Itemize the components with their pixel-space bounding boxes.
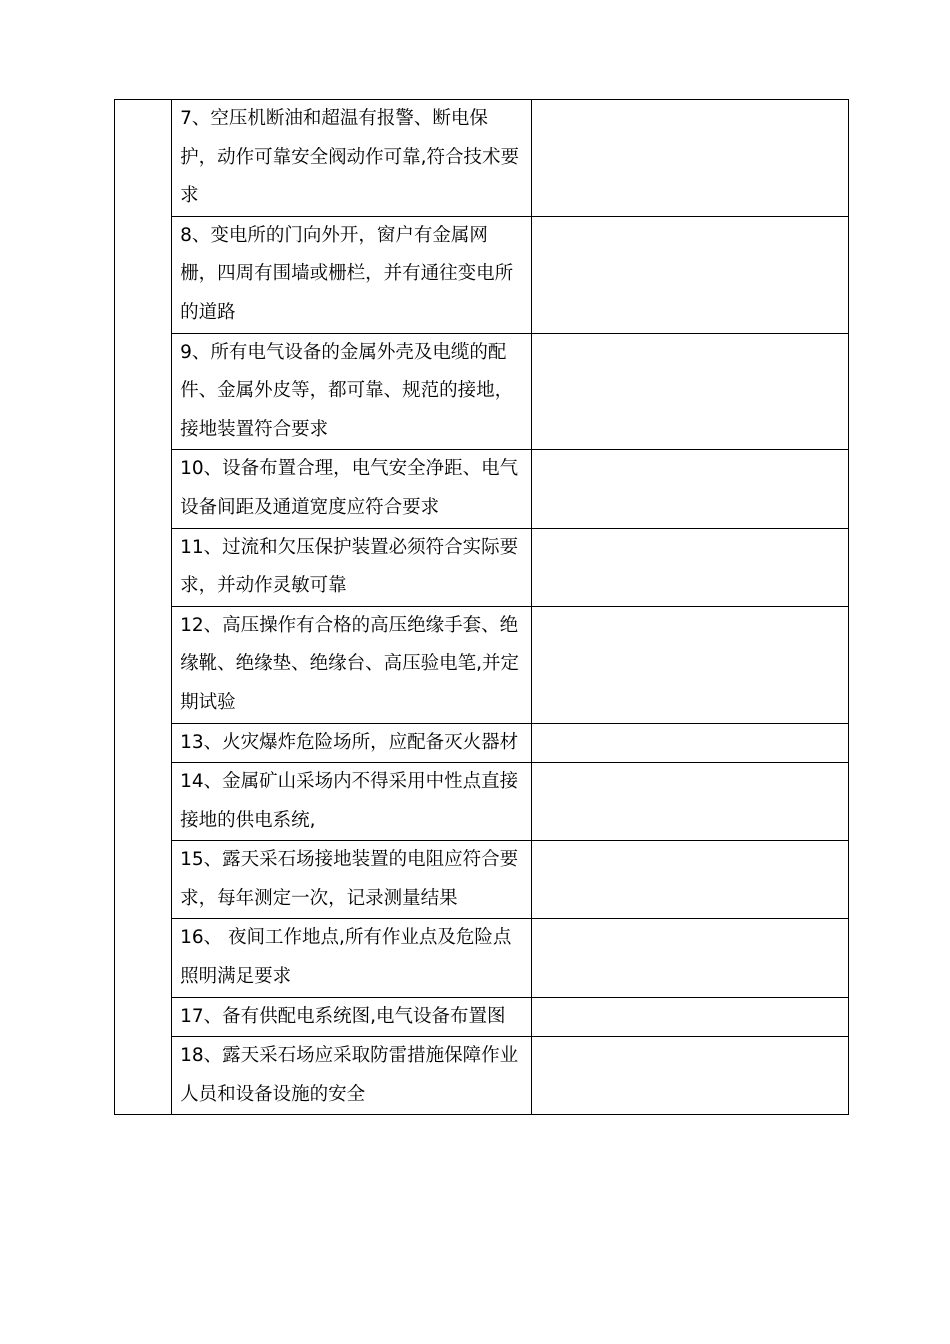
item-text: 9、所有电气设备的金属外壳及电缆的配件、金属外皮等，都可靠、规范的接地，接地装置符合要求: [180, 341, 514, 440]
result-cell: [531, 333, 848, 450]
table-row: [115, 1037, 849, 1115]
item-text: 18、露天采石场应采取防雷措施保障作业人员和设备设施的安全: [180, 1045, 519, 1105]
item-cell: [172, 216, 531, 333]
item-text: 14、金属矿山采场内不得采用中性点直接接地的供电系统,: [180, 771, 519, 831]
result-cell: [531, 606, 848, 723]
item-cell: [172, 100, 531, 217]
item-cell: [172, 450, 531, 528]
table-row: [115, 997, 849, 1037]
item-cell: [172, 841, 531, 919]
table-row: [115, 919, 849, 997]
item-text: 13、火灾爆炸危险场所，应配备灭火器材: [180, 731, 519, 753]
item-cell: [172, 919, 531, 997]
table-row: [115, 763, 849, 841]
result-cell: [531, 763, 848, 841]
item-text: 10、设备布置合理，电气安全净距、电气设备间距及通道宽度应符合要求: [180, 458, 519, 518]
item-text: 11、过流和欠压保护装置必须符合实际要求，并动作灵敏可靠: [180, 536, 519, 597]
result-cell: [531, 450, 848, 528]
result-cell: [531, 997, 848, 1037]
result-cell: [531, 528, 848, 606]
result-cell: [531, 841, 848, 919]
table-row: [115, 841, 849, 919]
table-row: [115, 606, 849, 723]
result-cell: [531, 1037, 848, 1115]
item-cell: [172, 997, 531, 1037]
item-cell: [172, 333, 531, 450]
item-text: 17、备有供配电系统图,电气设备布置图: [180, 1005, 506, 1027]
result-cell: [531, 723, 848, 763]
inspection-table: [114, 99, 849, 1115]
item-text: 16、 夜间工作地点,所有作业点及危险点照明满足要求: [180, 927, 512, 988]
item-text: 15、露天采石场接地装置的电阻应符合要求，每年测定一次，记录测量结果: [180, 849, 519, 909]
table-row: [115, 528, 849, 606]
table-row: [115, 100, 849, 217]
result-cell: [531, 216, 848, 333]
item-cell: [172, 528, 531, 606]
table-row: [115, 216, 849, 333]
item-cell: [172, 723, 531, 763]
item-cell: [172, 763, 531, 841]
table-row: [115, 450, 849, 528]
item-text: 8、变电所的门向外开，窗户有金属网栅，四周有围墙或栅栏，并有通往变电所的道路: [180, 224, 514, 323]
table-row: [115, 723, 849, 763]
result-cell: [531, 919, 848, 997]
item-cell: [172, 606, 531, 723]
item-text: 7、空压机断油和超温有报警、断电保护，动作可靠安全阀动作可靠,符合技术要求: [180, 108, 519, 207]
result-cell: [531, 100, 848, 217]
item-cell: [172, 1037, 531, 1115]
category-cell: [115, 100, 172, 1115]
table-row: [115, 333, 849, 450]
item-text: 12、高压操作有合格的高压绝缘手套、绝缘靴、绝缘垫、绝缘台、高压验电笔,并定期试验: [180, 614, 519, 713]
